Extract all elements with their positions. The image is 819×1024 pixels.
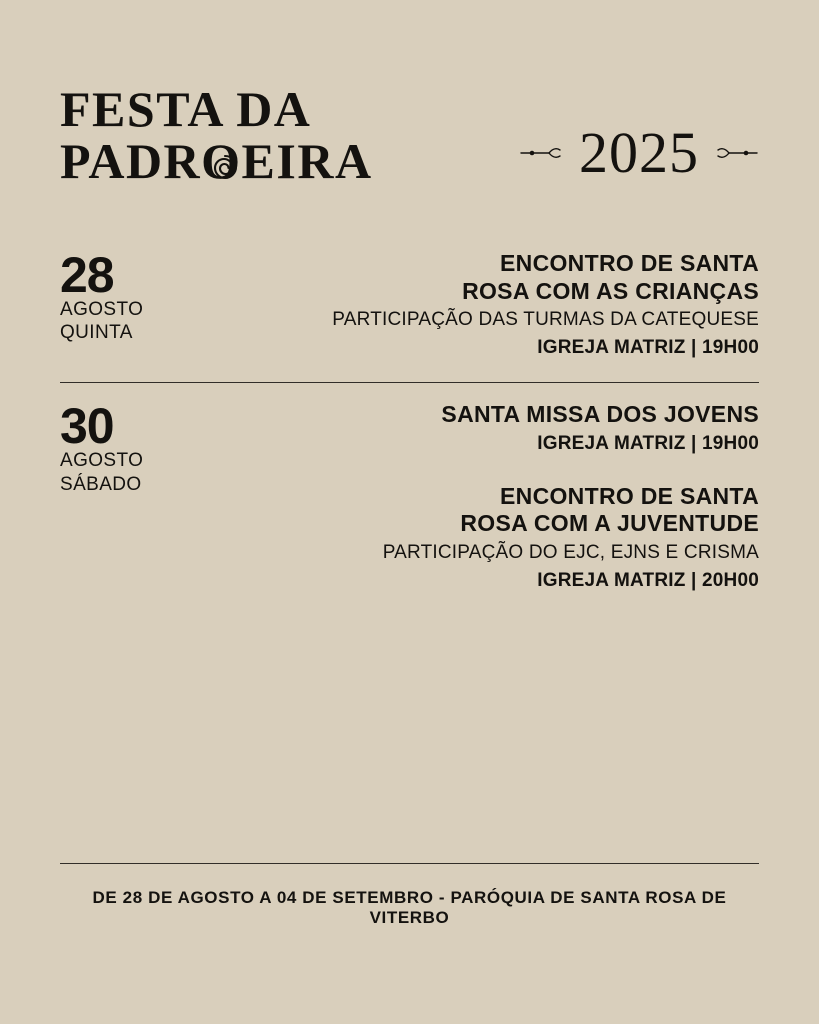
- event-title-line-1: ENCONTRO DE SANTA: [500, 482, 759, 509]
- event-place-time: IGREJA MATRIZ | 19H00: [537, 336, 759, 358]
- date-number: 30: [60, 398, 114, 455]
- events-column: [240, 244, 759, 360]
- title-line-1: FESTA DA: [60, 81, 312, 137]
- date-month: AGOSTO: [60, 450, 144, 472]
- event-item: [240, 401, 759, 456]
- flourish-left-icon: [519, 144, 563, 162]
- event-title-line-1: SANTA MISSA DOS JOVENS: [441, 401, 759, 428]
- spiral-ornament-icon: [210, 152, 240, 182]
- poster-title: [60, 81, 373, 189]
- date-weekday: QUINTA: [60, 322, 133, 344]
- date-column: [60, 395, 240, 495]
- event-title-line-2: ROSA COM AS CRIANÇAS: [462, 277, 759, 304]
- footer-text: DE 28 DE AGOSTO A 04 DE SETEMBRO - PARÓQUIA DE SANTA ROSA DE VITERBO: [92, 888, 727, 927]
- date-column: [60, 244, 240, 344]
- date-number: 28: [60, 247, 114, 303]
- date-weekday: SÁBADO: [60, 473, 142, 495]
- poster-header: [60, 0, 759, 189]
- poster-year-block: [519, 86, 759, 185]
- schedule-list: [60, 240, 759, 609]
- footer-divider: [60, 863, 759, 864]
- title-line-2: [60, 133, 373, 189]
- event-place-time: IGREJA MATRIZ | 20H00: [537, 569, 759, 591]
- section-divider: [60, 382, 759, 383]
- events-column: [240, 395, 759, 593]
- event-subtitle: PARTICIPAÇÃO DAS TURMAS DA CATEQUESE: [332, 309, 759, 331]
- date-month: AGOSTO: [60, 299, 144, 320]
- flourish-right-icon: [715, 144, 759, 162]
- event-title-line-1: ENCONTRO DE SANTA: [500, 250, 759, 276]
- title-line-2-text: PADROEIRA: [60, 133, 373, 189]
- event-item: [240, 250, 759, 360]
- event-title-line-2: ROSA COM A JUVENTUDE: [460, 510, 759, 537]
- schedule-day-row: [60, 391, 759, 609]
- event-item: [240, 483, 759, 593]
- event-subtitle: PARTICIPAÇÃO DO EJC, EJNS E CRISMA: [382, 541, 759, 563]
- poster-footer: [60, 863, 759, 928]
- event-place-time: IGREJA MATRIZ | 19H00: [537, 433, 759, 455]
- poster-year: 2025: [579, 120, 699, 185]
- schedule-day-row: [60, 240, 759, 376]
